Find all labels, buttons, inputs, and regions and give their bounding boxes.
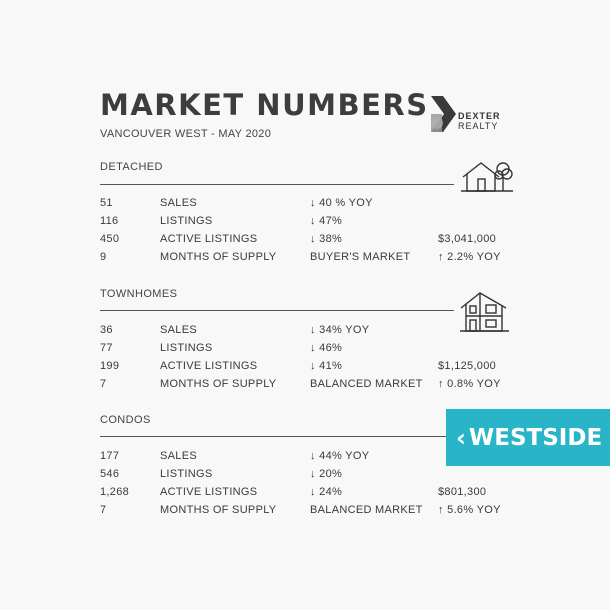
stat-change: ↓ 24%: [310, 486, 343, 498]
stat-label: ACTIVE LISTINGS: [160, 233, 258, 245]
section-divider: [100, 184, 454, 185]
logo-line-1: DEXTER: [458, 111, 501, 121]
stat-value: 450: [100, 233, 120, 245]
stat-change: BALANCED MARKET: [310, 504, 423, 516]
stat-change: BUYER'S MARKET: [310, 251, 411, 263]
stat-value: 1,268: [100, 486, 130, 498]
stat-change: BALANCED MARKET: [310, 378, 423, 390]
stat-value: 36: [100, 324, 113, 336]
table-row: [100, 233, 520, 249]
table-row: [100, 486, 520, 502]
stat-value: 546: [100, 468, 120, 480]
stat-value: 116: [100, 215, 119, 227]
page-title: MARKET NUMBERS: [100, 88, 429, 122]
stat-price: ↑ 5.6% YOY: [438, 504, 501, 516]
stat-price: $3,041,000: [438, 233, 497, 245]
section-divider: [100, 310, 454, 311]
stat-label: MONTHS OF SUPPLY: [160, 378, 277, 390]
stat-change: ↓ 38%: [310, 233, 343, 245]
stat-value: 51: [100, 197, 113, 209]
stat-value: 9: [100, 251, 107, 263]
page-subtitle: VANCOUVER WEST - MAY 2020: [100, 128, 272, 140]
section-title-detached: DETACHED: [100, 161, 163, 173]
stat-label: LISTINGS: [160, 342, 213, 354]
stat-value: 199: [100, 360, 120, 372]
stat-label: MONTHS OF SUPPLY: [160, 504, 277, 516]
stat-label: ACTIVE LISTINGS: [160, 486, 258, 498]
section-title-condos: CONDOS: [100, 414, 151, 426]
stat-value: 177: [100, 450, 120, 462]
stat-price: ↑ 2.2% YOY: [438, 251, 501, 263]
dexter-logo-mark-icon: [428, 96, 458, 132]
stat-price: ↑ 0.8% YOY: [438, 378, 501, 390]
stat-change: ↓ 47%: [310, 215, 343, 227]
stat-value: 7: [100, 504, 107, 516]
chevron-left-icon: ‹: [456, 423, 466, 452]
logo-line-2: REALTY: [458, 121, 499, 131]
table-row: [100, 342, 520, 358]
table-row: [100, 215, 520, 231]
stat-label: ACTIVE LISTINGS: [160, 360, 258, 372]
house-tree-icon: [461, 157, 515, 200]
stat-change: ↓ 40 % YOY: [310, 197, 373, 209]
section-title-townhomes: TOWNHOMES: [100, 288, 178, 300]
stat-value: 77: [100, 342, 113, 354]
table-row: [100, 378, 520, 394]
table-row: [100, 468, 520, 484]
stat-value: 7: [100, 378, 107, 390]
stat-label: LISTINGS: [160, 468, 213, 480]
stat-change: ↓ 34% YOY: [310, 324, 370, 336]
badge-label: WESTSIDE: [468, 424, 603, 451]
dexter-realty-logo: [428, 96, 518, 134]
stat-change: ↓ 41%: [310, 360, 343, 372]
stat-change: ↓ 46%: [310, 342, 343, 354]
table-row: [100, 360, 520, 376]
stat-label: MONTHS OF SUPPLY: [160, 251, 277, 263]
section-divider: [100, 436, 454, 437]
stat-label: SALES: [160, 324, 197, 336]
stat-price: $1,125,000: [438, 360, 497, 372]
stat-change: ↓ 20%: [310, 468, 343, 480]
stat-label: SALES: [160, 450, 197, 462]
stat-price: $801,300: [438, 486, 487, 498]
stat-label: SALES: [160, 197, 197, 209]
table-row: [100, 251, 520, 267]
table-row: [100, 324, 520, 340]
westside-badge: [446, 409, 610, 466]
stat-label: LISTINGS: [160, 215, 213, 227]
table-row: [100, 504, 520, 520]
stat-change: ↓ 44% YOY: [310, 450, 370, 462]
table-row: [100, 197, 520, 213]
